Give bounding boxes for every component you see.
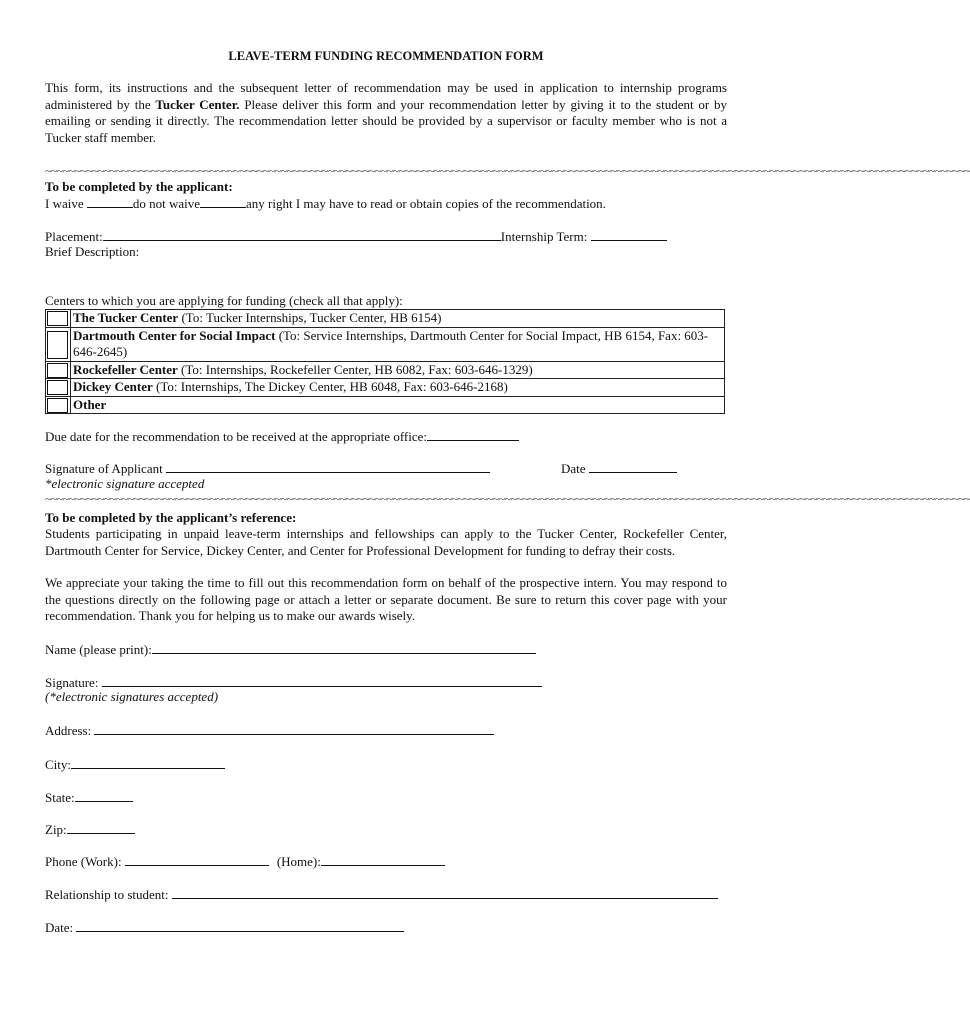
address-field[interactable] xyxy=(94,722,494,735)
reference-date-line: Date: xyxy=(45,919,404,937)
phone-work-field[interactable] xyxy=(125,853,269,866)
centers-table xyxy=(45,309,725,414)
state-line: State: xyxy=(45,789,133,807)
other-checkbox[interactable] xyxy=(47,398,68,413)
reference-esig-note: (*electronic signatures accepted) xyxy=(45,689,219,704)
not-waive-blank[interactable] xyxy=(200,195,246,208)
centers-label: Centers to which you are applying for funding (check all that apply): xyxy=(45,293,403,308)
due-date-field[interactable] xyxy=(427,428,519,441)
tucker-checkbox[interactable] xyxy=(47,311,68,326)
phone-line: Phone (Work): (Home): xyxy=(45,853,445,871)
applicant-date-line: Date xyxy=(561,460,677,478)
center-row-dickey: Dickey Center (To: Internships, The Dickey Center, HB 6048, Fax: 603-646-2168) xyxy=(46,379,725,397)
reference-paragraph-1: Students participating in unpaid leave-term internships and fellowships can apply to the Tucker Center, Rockefeller Center, Dartmouth Center for Service, Dickey Center, and Center for Professional Development for funding to defray their costs. xyxy=(45,526,727,558)
brief-description-label: Brief Description: xyxy=(45,244,140,259)
waiver-line: I waive do not waive any right I may have to read or obtain copies of the recommendation. xyxy=(45,196,606,211)
applicant-signature-line: Signature of Applicant xyxy=(45,460,490,478)
reference-date-field[interactable] xyxy=(76,919,404,932)
placement-field[interactable] xyxy=(103,228,501,241)
reference-signature-field[interactable] xyxy=(102,674,542,687)
intro-paragraph: This form, its instructions and the subsequent letter of recommendation may be used in application to internship programs administered by the Tucker Center. Please deliver this form and your recommendation letter by giving it to the student or by emailing or sending it directly. The recommendation letter should be provided by a supervisor or faculty member who is not a Tucker staff member. xyxy=(45,80,728,145)
center-row-tucker: The Tucker Center (To: Tucker Internships, Tucker Center, HB 6154) xyxy=(46,310,725,328)
tucker-center-bold: Tucker Center. xyxy=(155,96,240,112)
reference-paragraph-2: We appreciate your taking the time to fill out this recommendation form on behalf of the prospective intern. You may respond to the questions directly on the following page or attach a letter or separate document. Be sure to return this cover page with your recommendation. Thank you for helping us to make our awards wisely. xyxy=(45,575,727,623)
waive-blank[interactable] xyxy=(87,195,133,208)
applicant-date-field[interactable] xyxy=(589,460,677,473)
rockefeller-checkbox[interactable] xyxy=(47,363,68,378)
placement-line: Placement: Internship Term: xyxy=(45,228,667,246)
applicant-signature-field[interactable] xyxy=(166,460,490,473)
reference-name-field[interactable] xyxy=(152,641,536,654)
center-row-rockefeller: Rockefeller Center (To: Internships, Rockefeller Center, HB 6082, Fax: 603-646-1329) xyxy=(46,361,725,379)
reference-signature-line: Signature: xyxy=(45,674,542,692)
zip-field[interactable] xyxy=(67,821,135,834)
center-row-social-impact: Dartmouth Center for Social Impact (To: Service Internships, Dartmouth Center for Social Impact, HB 6154, Fax: 603-646-2645) xyxy=(46,327,725,361)
divider-tilde-2: ~~~~~~~~~~~~~~~~~~~~~~~~~~~~~~~~~~~~~~~~~~~~~~~~~~~~~~~~~~~~~~~~~~~~~~~~~~~~~~~~~~~~~~~~~~~~~~~~~~~~~~~~~~~~~~~~~~~~~~~~~~~~~~~~~~~~~~~~~~~~~~~~~~~~~~~~~~~~~ xyxy=(45,492,970,506)
relationship-line: Relationship to student: xyxy=(45,886,718,904)
city-line: City: xyxy=(45,756,225,774)
applicant-esig-note: *electronic signature accepted xyxy=(45,476,205,491)
state-field[interactable] xyxy=(75,789,133,802)
city-field[interactable] xyxy=(71,756,225,769)
divider-tilde-1: ~~~~~~~~~~~~~~~~~~~~~~~~~~~~~~~~~~~~~~~~~~~~~~~~~~~~~~~~~~~~~~~~~~~~~~~~~~~~~~~~~~~~~~~~~~~~~~~~~~~~~~~~~~~~~~~~~~~~~~~~~~~~~~~~~~~~~~~~~~~~~~~~~~~~~~~~~~~~~ xyxy=(45,164,970,178)
center-row-other: Other xyxy=(46,396,725,414)
applicant-heading: To be completed by the applicant: xyxy=(45,179,233,194)
form-title: LEAVE-TERM FUNDING RECOMMENDATION FORM xyxy=(228,49,544,63)
reference-name-line: Name (please print): xyxy=(45,641,536,659)
due-date-line: Due date for the recommendation to be received at the appropriate office: xyxy=(45,428,519,446)
social-impact-checkbox[interactable] xyxy=(47,331,68,359)
relationship-field[interactable] xyxy=(172,886,718,899)
phone-home-field[interactable] xyxy=(321,853,445,866)
dickey-checkbox[interactable] xyxy=(47,380,68,395)
zip-line: Zip: xyxy=(45,821,135,839)
reference-heading: To be completed by the applicant’s reference: xyxy=(45,510,297,525)
address-line: Address: xyxy=(45,722,494,740)
internship-term-field[interactable] xyxy=(591,228,667,241)
